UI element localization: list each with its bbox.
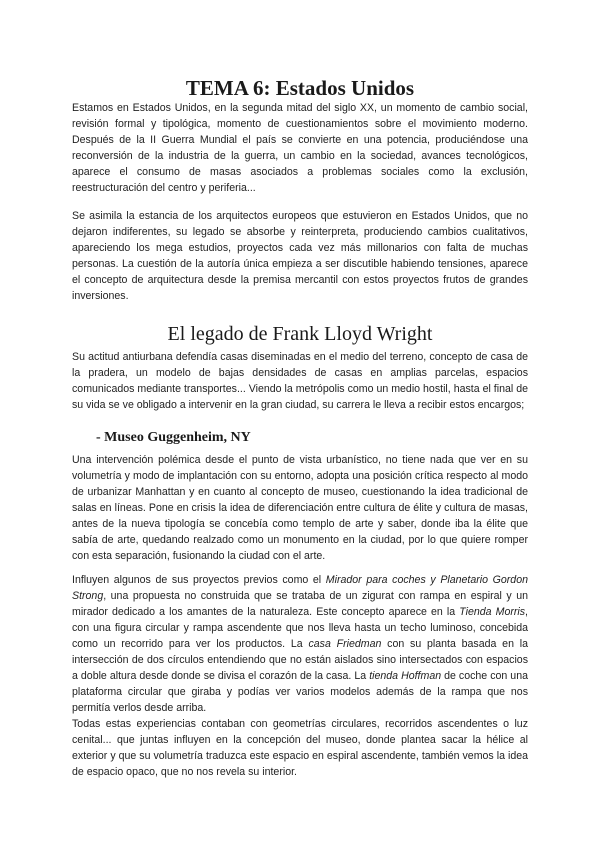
section-paragraph-3 xyxy=(72,572,528,716)
text-span: de coche con una plataforma circular que giraba y podías ver varios modelos además de la rampa que nos permitía verlos desde arriba. xyxy=(72,670,528,714)
text-span: , una propuesta no construida que se trataba de un zigurat con rampa en espiral y un mirador dedicado a los amantes de la naturaleza. Este concepto aparece en la xyxy=(72,590,528,618)
emphasis-mirador: Mirador para coches y Planetario Gordon Strong xyxy=(72,574,528,602)
section-paragraph-4: Todas estas experiencias contaban con geometrías circulares, recorridos ascendentes o luz cenital... que juntas influyen en la concepción del museo, donde plantea sacar la hélice al exterior y que su volumetría traduzca este espacio en espiral ascendente, también vemos la idea de espacio opaco, que no nos revela su interior. xyxy=(72,718,528,778)
page-title: TEMA 6: Estados Unidos xyxy=(185,76,415,100)
subheading-guggenheim: - Museo Guggenheim, NY xyxy=(96,430,251,445)
emphasis-tienda-hoffman: tienda Hoffman xyxy=(369,670,442,682)
text-span: , con una figura circular y rampa ascendente que nos lleva hasta un techo luminoso, concebida como un recorrido para ver los productos. La xyxy=(72,606,528,650)
section-paragraph-2: Una intervención polémica desde el punto de vista urbanístico, no tiene nada que ver en su volumetría y modo de implantación con su entorno, adopta una posición crítica respecto al modo de urbanizar Manhattan y en cuanto al concepto de museo, cuestionando la idea tradicional de salas en líneas. Pone en crisis la idea de diferenciación entre cultura de élite y cultura de masas, antes de la nueva tipología se concebía como templo de arte y saber, donde iba la élite que sabía de arte, quedando realzado como un monumento en la ciudad, por lo que quiere romper con esta separación, fusionando la ciudad con el arte. xyxy=(72,454,528,562)
text-span: con su planta basada en la intersección de dos círculos entendiendo que no están aislados sino intersectados con espacios a doble altura desde donde se divisa el corazón de la casa. La xyxy=(72,638,528,682)
section-paragraph-1: Su actitud antiurbana defendía casas diseminadas en el medio del terreno, concepto de casa de la pradera, un modelo de bajas densidades de casas en amplias parcelas, espacios comunicados mediante transportes... Viendo la metrópolis como un medio hostil, hasta el final de su vida se ve obligado a intervenir en la gran ciudad, su carrera le lleva a recibir estos encargos; xyxy=(72,351,528,411)
intro-paragraph-2: Se asimila la estancia de los arquitectos europeos que estuvieron en Estados Unidos, que no dejaron indiferentes, su legado se absorbe y reinterpreta, produciendo cambios cualitativos, apareciendo los mega estudios, proyectos cada vez más millonarios con falta de muchas personas. La cuestión de la autoría única empieza a ser discutible habiendo tensiones, aparece el concepto de arquitectura desde la premisa mercantil con estos proyectos frutos de grandes inversiones. xyxy=(72,210,528,302)
emphasis-tienda-morris: Tienda Morris xyxy=(459,606,526,618)
text-span: Influyen algunos de sus proyectos previos como el xyxy=(72,574,326,586)
intro-paragraph-1: Estamos en Estados Unidos, en la segunda mitad del siglo XX, un momento de cambio social, revisión formal y tipológica, momento de cuestionamientos sobre el movimiento moderno. Después de la II Guerra Mundial el país se convierte en una potencia, produciéndose una reconversión de la industria de la guerra, un cambio en la sociedad, avances tecnológicos, aparece el consumo de masas asociados a problemas sociales como la exclusión, reestructuración del centro y periferia... xyxy=(72,102,528,194)
emphasis-casa-friedman: casa Friedman xyxy=(308,638,382,650)
section-title: El legado de Frank Lloyd Wright xyxy=(167,323,433,345)
